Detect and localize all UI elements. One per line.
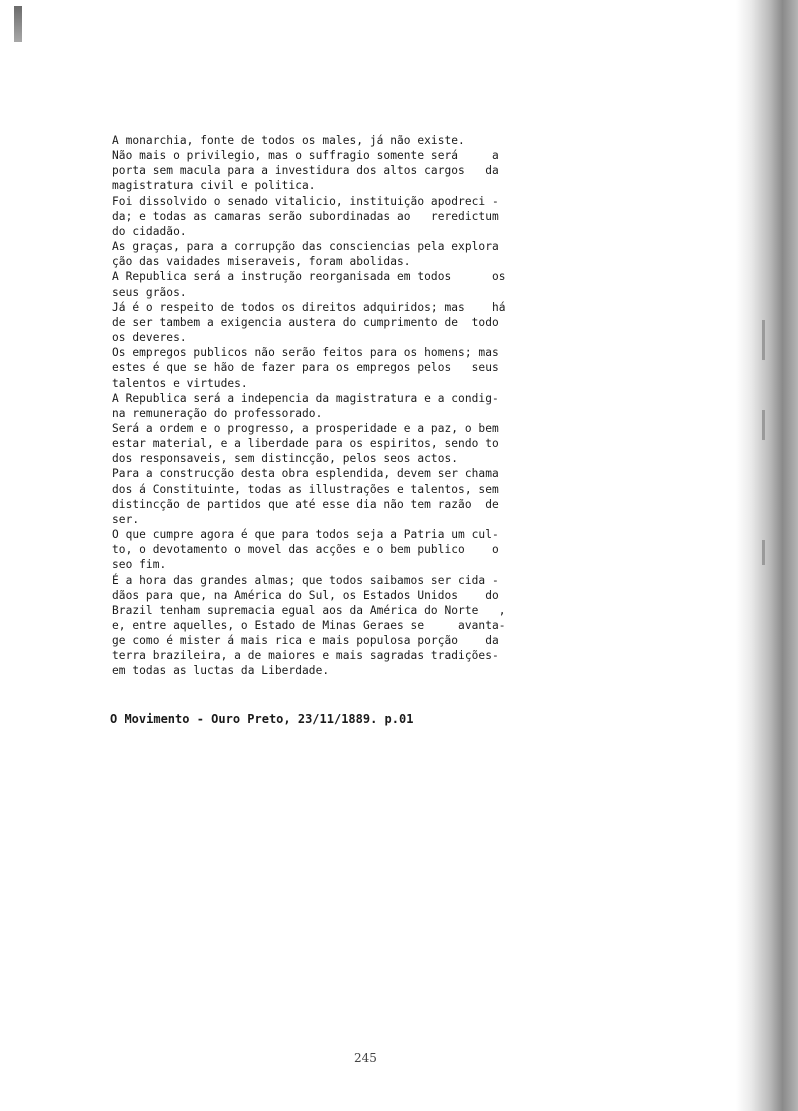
text-line: A Republica será a instrução reorganisada em todos os xyxy=(112,270,506,284)
text-line: na remuneração do professorado. xyxy=(112,406,323,420)
binding-bleed-mark xyxy=(762,320,765,360)
text-line: seus grãos. xyxy=(112,285,187,299)
source-citation: O Movimento - Ouro Preto, 23/11/1889. p.01 xyxy=(110,712,414,726)
page-number: 245 xyxy=(354,1051,377,1065)
text-line: talentos e virtudes. xyxy=(112,376,248,390)
text-line: da; e todas as camaras serão subordinadas ao reredictum xyxy=(112,209,499,223)
text-line: magistratura civil e politica. xyxy=(112,179,316,193)
text-line: terra brazileira, a de maiores e mais sagradas tradições- xyxy=(112,649,499,663)
text-line: os deveres. xyxy=(112,331,187,345)
text-line: Não mais o privilegio, mas o suffragio somente será a xyxy=(112,149,499,163)
text-line: Brazil tenham supremacia egual aos da América do Norte , xyxy=(112,603,506,617)
text-line: Para a construcção desta obra esplendida, devem ser chama xyxy=(112,467,499,481)
text-line: e, entre aquelles, o Estado de Minas Geraes se avanta- xyxy=(112,619,506,632)
binding-bleed-mark xyxy=(762,540,765,565)
text-line: O que cumpre agora é que para todos seja a Patria um cul- xyxy=(112,528,499,542)
text-line: Já é o respeito de todos os direitos adquiridos; mas há xyxy=(112,300,506,314)
text-line: do cidadão. xyxy=(112,224,187,238)
text-line: Os empregos publicos não serão feitos para os homens; mas xyxy=(112,346,499,360)
text-line: A monarchia, fonte de todos os males, já não existe. xyxy=(112,134,465,147)
text-line: As graças, para a corrupção das consciencias pela explora xyxy=(112,240,499,254)
text-line: estar material, e a liberdade para os espiritos, sendo to xyxy=(112,437,499,451)
binding-bleed-mark xyxy=(762,410,765,440)
text-line: dos responsaveis, sem distincção, pelos seos actos. xyxy=(112,452,459,466)
text-line: estes é que se hão de fazer para os empregos pelos seus xyxy=(112,361,499,375)
text-line: É a hora das grandes almas; que todos saibamos ser cida - xyxy=(112,573,499,587)
text-line: Será a ordem e o progresso, a prosperidade e a paz, o bem xyxy=(112,421,499,435)
text-line: distincção de partidos que até esse dia não tem razão de xyxy=(112,497,499,511)
text-line: porta sem macula para a investidura dos altos cargos da xyxy=(112,164,499,178)
binding-shadow xyxy=(736,0,798,1111)
text-line: Foi dissolvido o senado vitalicio, instituição apodreci - xyxy=(112,194,499,208)
text-line: to, o devotamento o movel das acções e o bem publico o xyxy=(112,543,499,557)
text-line: ser. xyxy=(112,512,140,526)
text-line: dos á Constituinte, todas as illustrações e talentos, sem xyxy=(112,482,499,496)
body-text xyxy=(112,133,612,679)
text-line: dãos para que, na América do Sul, os Estados Unidos do xyxy=(112,588,499,602)
text-line: seo fim. xyxy=(112,558,167,572)
text-line: de ser tambem a exigencia austera do cumprimento de todo xyxy=(112,315,499,329)
text-line: em todas as luctas da Liberdade. xyxy=(112,664,330,678)
scan-artifact-mark xyxy=(14,6,22,42)
text-line: ção das vaidades miseraveis, foram abolidas. xyxy=(112,255,411,269)
text-line: ge como é mister á mais rica e mais populosa porção da xyxy=(112,634,499,648)
text-line: A Republica será a indepencia da magistratura e a condig- xyxy=(112,391,499,405)
